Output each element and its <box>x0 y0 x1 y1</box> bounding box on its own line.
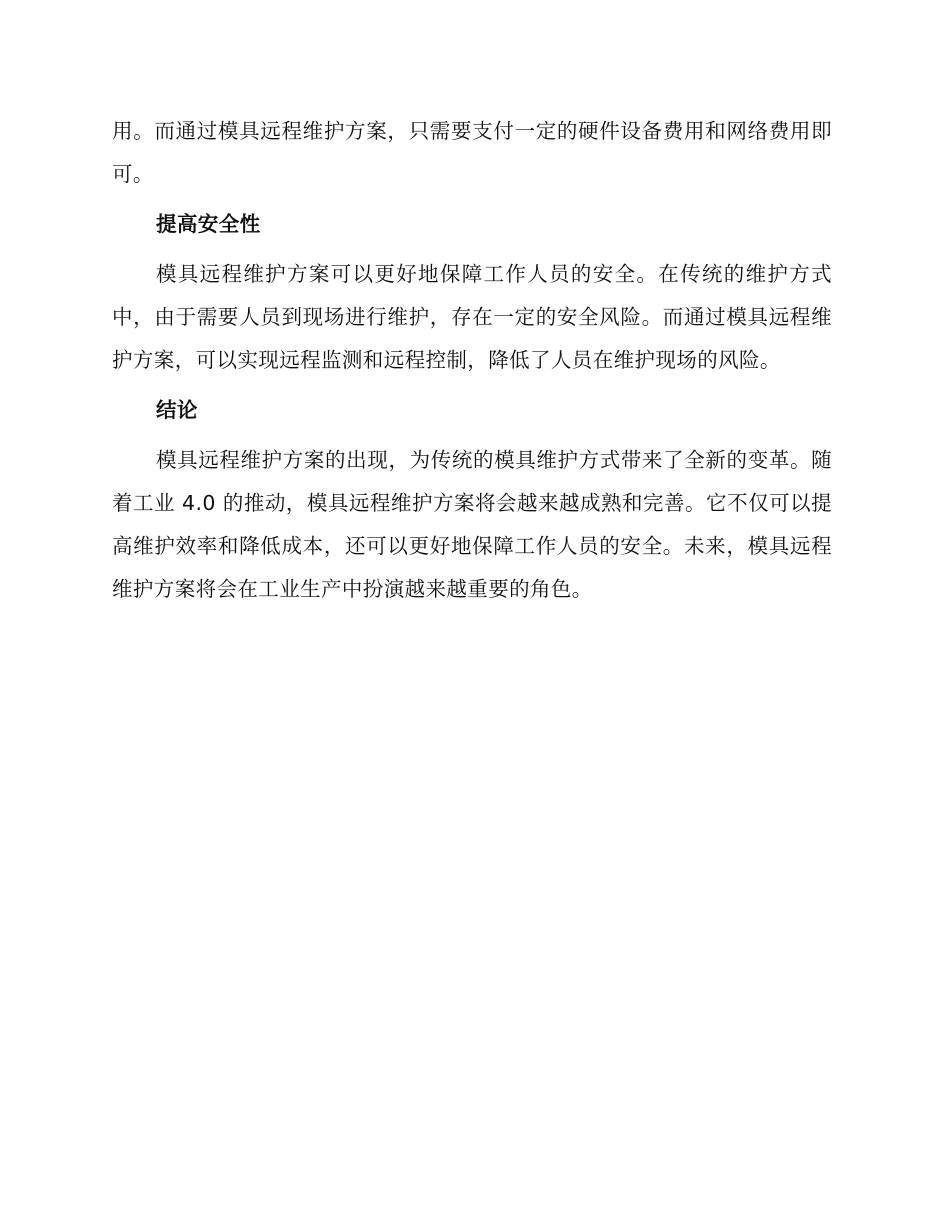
document-body <box>112 110 832 611</box>
section-heading-conclusion: 结论 <box>156 398 198 422</box>
paragraph-conclusion: 模具远程维护方案的出现，为传统的模具维护方式带来了全新的变革。随着工业 4.0 的推动，模具远程维护方案将会越来越成熟和完善。它不仅可以提高维护效率和降低成本，还可以更好地保障工作人员的安全。未来，模具远程维护方案将会在工业生产中扮演越来越重要的角色。 <box>112 448 832 601</box>
section-heading-safety: 提高安全性 <box>156 212 261 236</box>
paragraph-safety: 模具远程维护方案可以更好地保障工作人员的安全。在传统的维护方式中，由于需要人员到现场进行维护，存在一定的安全风险。而通过模具远程维护方案，可以实现远程监测和远程控制，降低了人员在维护现场的风险。 <box>112 262 832 372</box>
paragraph-cost-continuation: 用。而通过模具远程维护方案，只需要支付一定的硬件设备费用和网络费用即可。 <box>112 119 832 186</box>
